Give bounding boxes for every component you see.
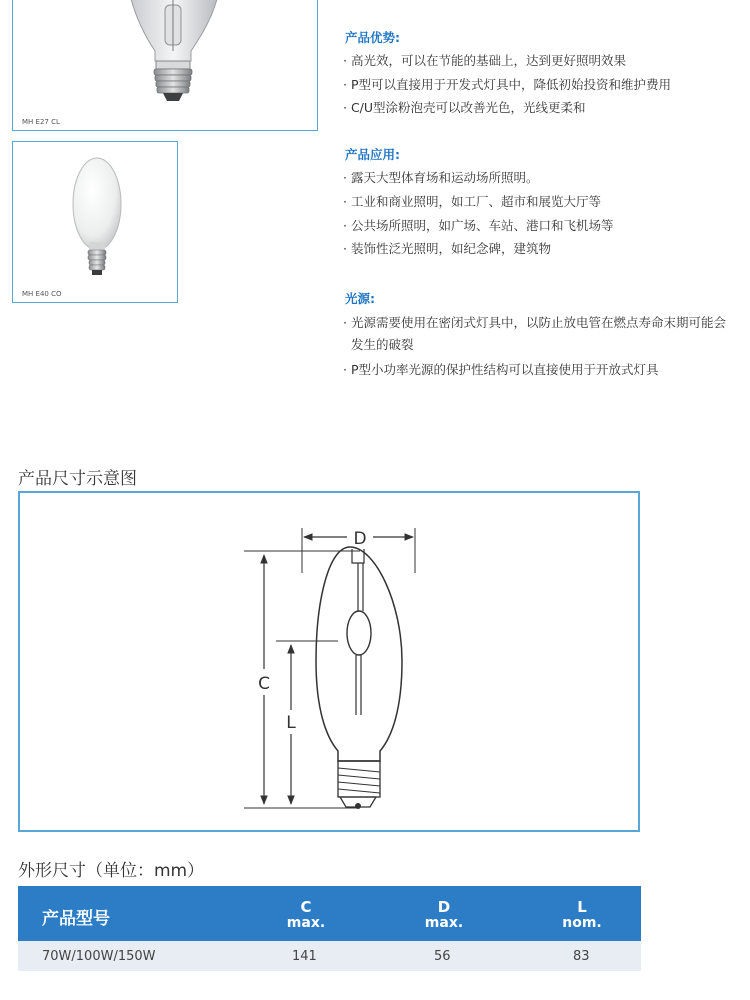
header-d-letter: D	[437, 898, 451, 916]
application-item: · 公共场所照明，如广场、车站、港口和飞机场等	[343, 218, 614, 233]
advantage-item: · C/U型涂粉泡壳可以改善光色，光线更柔和	[343, 100, 586, 115]
coated-ovoid-bulb-icon	[13, 142, 179, 292]
header-c	[261, 886, 351, 931]
dimension-diagram	[18, 491, 640, 832]
header-model: 产品型号	[42, 909, 110, 929]
dim-label-l: L	[286, 713, 296, 733]
light-source-heading: 光源:	[345, 291, 375, 306]
table-row	[18, 941, 641, 971]
photo-caption: MH E27 CL	[22, 118, 60, 126]
header-c-letter: C	[300, 898, 312, 916]
light-source-item: · P型小功率光源的保护性结构可以直接使用于开放式灯具	[343, 362, 659, 377]
advantages-heading: 产品优势:	[345, 30, 400, 45]
cell-l: 83	[573, 949, 590, 964]
application-item: · 露天大型体育场和运动场所照明。	[343, 170, 539, 185]
cell-d: 56	[434, 949, 451, 964]
cell-c: 141	[292, 949, 317, 964]
header-d	[399, 886, 489, 931]
advantage-item: · 高光效，可以在节能的基础上，达到更好照明效果	[343, 53, 626, 68]
dimensions-table-header	[18, 886, 641, 941]
photo-caption: MH E40 CO	[22, 290, 62, 298]
applications-heading: 产品应用:	[345, 147, 400, 162]
clear-ovoid-bulb-icon	[13, 0, 319, 109]
dim-label-d: D	[353, 529, 367, 549]
header-l-sub: nom.	[562, 915, 602, 931]
product-photo-clear	[12, 0, 318, 131]
application-item: · 工业和商业照明，如工厂、超市和展览大厅等	[343, 194, 601, 209]
cell-model: 70W/100W/150W	[42, 949, 156, 964]
application-item: · 装饰性泛光照明，如纪念碑，建筑物	[343, 241, 551, 256]
header-l	[537, 886, 627, 931]
advantage-item: · P型可以直接用于开发式灯具中，降低初始投资和维护费用	[343, 77, 671, 92]
dim-label-c: C	[258, 674, 270, 694]
header-l-letter: L	[577, 898, 587, 916]
header-c-sub: max.	[286, 915, 326, 931]
dimensions-title: 外形尺寸（单位：mm）	[18, 861, 205, 881]
product-photo-coated	[12, 141, 178, 303]
bulb-dimension-drawing	[20, 493, 638, 830]
light-source-item: · 光源需要使用在密闭式灯具中，以防止放电管在燃点寿命末期可能会发生的破裂	[343, 315, 726, 352]
header-d-sub: max.	[424, 915, 464, 931]
diagram-title: 产品尺寸示意图	[18, 469, 137, 489]
